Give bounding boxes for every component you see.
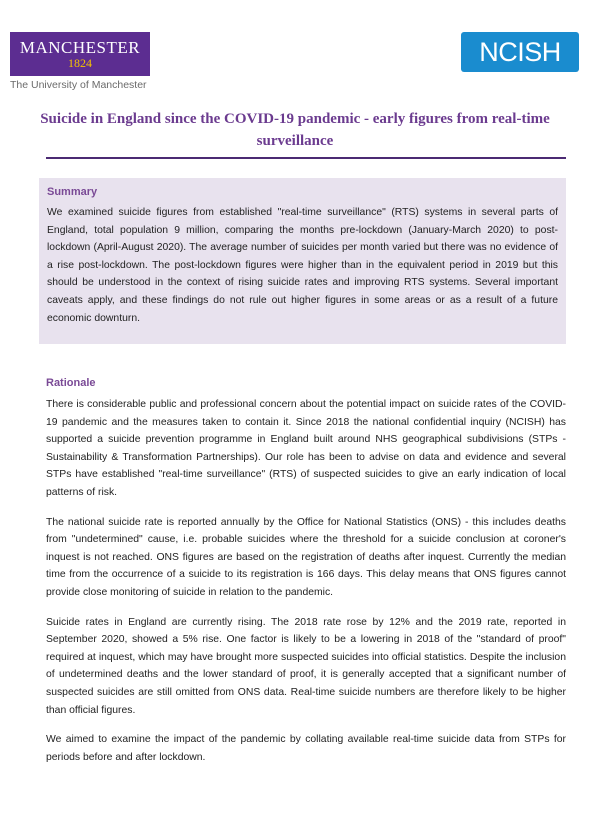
summary-text: We examined suicide figures from established "real-time surveillance" (RTS) systems in several parts of England, total population 9 million, comparing the months pre-lockdown (January-March 2020) to post-lockdown (April-August 2020). The average number of suicides per month varied but there was no evidence of a rise post-lockdown. The post-lockdown figures were higher than in the equivalent period in 2019 but this should be understood in the context of rising suicide rates and improving RTS systems. Several important caveats apply, and these findings do not rule out higher figures in some areas or as a result of a future economic downturn. <box>47 207 558 324</box>
rationale-paragraph-1: There is considerable public and professional concern about the potential impact on suicide rates of the COVID-19 pandemic and the measures taken to contain it. Since 2018 the national confidential inquiry (NCISH) has supported a suicide prevention programme in England built around NHS geographical subdivisions (STPs - Sustainability & Transformation Partnerships). Our role has been to advise on data and evidence and several STPs have established "real-time surveillance" (RTS) of suspected suicides to give an early indication of local patterns of risk. <box>46 399 566 498</box>
rationale-section <box>46 377 566 778</box>
manchester-logo-year: 1824 <box>68 55 92 70</box>
university-of-manchester-logo <box>10 32 150 76</box>
rationale-paragraph-3: Suicide rates in England are currently rising. The 2018 rate rose by 12% and the 2019 rate, reported in September 2020, showed a 5% rise. One factor is likely to be a lowering in 2018 of the "standard of proof" required at inquest, which may have brought more suspected suicides into official statistics. Despite the inclusion of undetermined deaths and the lower standard of proof, it is generally accepted that a significant number of suspected suicides are still omitted from ONS data. Real-time suicide numbers are therefore likely to be higher than official figures. <box>46 616 566 716</box>
rationale-paragraph-4: We aimed to examine the impact of the pandemic by collating available real-time suicide data from STPs for periods before and after lockdown. <box>46 734 566 763</box>
summary-box <box>39 178 566 344</box>
title-divider <box>46 157 566 159</box>
summary-heading: Summary <box>47 186 98 198</box>
rationale-heading: Rationale <box>46 377 96 389</box>
manchester-logo-name: MANCHESTER <box>19 37 141 57</box>
manchester-logo-subtitle: The University of Manchester <box>10 79 147 91</box>
ncish-logo: NCISH <box>461 32 579 72</box>
document-title: Suicide in England since the COVID-19 pandemic - early figures from real-time surveillance <box>40 111 550 149</box>
rationale-paragraph-2: The national suicide rate is reported annually by the Office for National Statistics (ONS) - this includes deaths from "undetermined" cause, i.e. probable suicides where the threshold for a suicide conclusion at coroner's inquest is not reached. ONS figures are based on the registration of deaths after inquest. Currently the median time from the occurrence of a suicide to its registration is 166 days. This delay means that ONS figures cannot provide close monitoring of suicide in relation to the pandemic. <box>46 516 566 598</box>
